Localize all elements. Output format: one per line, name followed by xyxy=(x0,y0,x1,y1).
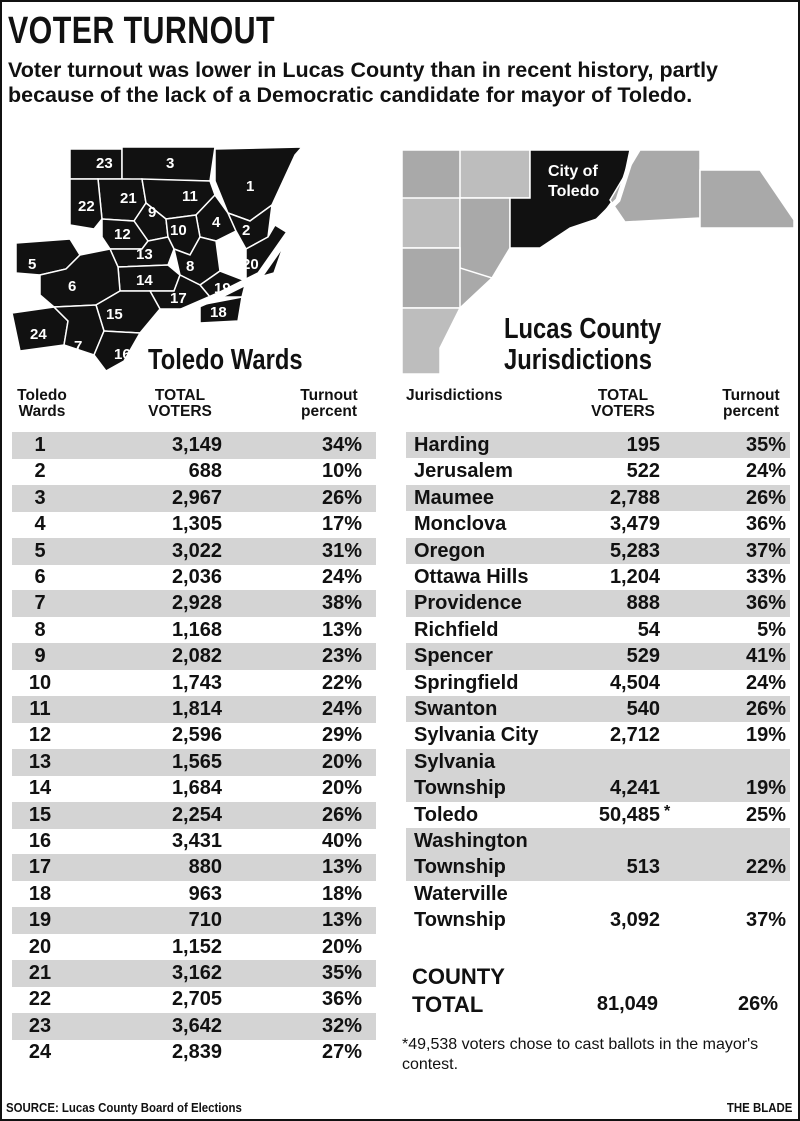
ward-total-voters: 1,743 xyxy=(171,671,222,694)
ward-turnout-percent: 23% xyxy=(321,645,362,668)
ward-turnout-percent: 27% xyxy=(321,1041,362,1064)
ward-turnout-percent: 40% xyxy=(321,830,362,852)
ward-total-voters: 2,082 xyxy=(171,645,222,668)
ward-number: 1 xyxy=(34,434,46,456)
table-row xyxy=(406,590,790,616)
toledo-wards-map-label: Toledo Wards xyxy=(148,344,303,376)
ward-number: 5 xyxy=(34,539,46,562)
table-row xyxy=(12,538,376,565)
ward-number: 19 xyxy=(28,909,52,932)
ward-total-voters: 1,305 xyxy=(171,513,222,536)
table-row xyxy=(406,881,790,934)
ward-number: 20 xyxy=(28,935,52,958)
table-row xyxy=(12,802,376,829)
table-row xyxy=(12,934,376,961)
ward-number: 15 xyxy=(28,803,52,826)
jurisdiction-total-voters: 195 xyxy=(626,434,660,456)
county-total-voters: 81,049 xyxy=(596,993,658,1015)
table-row xyxy=(12,775,376,802)
table-row xyxy=(406,617,790,643)
jurisdiction-total-voters: 522 xyxy=(626,460,660,483)
wards-col-header-total xyxy=(135,388,225,420)
ward-number: 18 xyxy=(28,882,52,905)
jurisdiction-name: Jerusalem xyxy=(414,460,513,483)
jur-col-header-name xyxy=(406,388,546,404)
wards-col-header-total-line1: TOTAL xyxy=(154,387,206,404)
county-total-label-line2: TOTAL xyxy=(412,992,484,1017)
ward-total-voters: 3,431 xyxy=(171,830,222,852)
table-row xyxy=(12,854,376,881)
ward-number: 11 xyxy=(29,698,51,720)
ward-label-13: 13 xyxy=(136,246,153,263)
jurisdiction-name: Swanton xyxy=(414,698,498,720)
county-total-row xyxy=(400,963,784,1023)
table-row xyxy=(406,722,790,748)
jurisdiction-name: Sylvania City xyxy=(414,724,539,747)
jurisdiction-turnout-percent: 5% xyxy=(757,618,786,641)
ward-total-voters: 3,642 xyxy=(171,1014,222,1037)
ward-total-voters: 1,814 xyxy=(171,698,222,720)
ward-turnout-percent: 31% xyxy=(321,539,362,562)
ward-number: 4 xyxy=(34,513,46,536)
table-row xyxy=(12,749,376,776)
jurisdiction-turnout-percent: 19% xyxy=(745,724,786,747)
jurisdiction-name: Washington xyxy=(414,830,528,852)
jur-col-header-name-text: Jurisdictions xyxy=(406,387,503,404)
table-row xyxy=(12,643,376,670)
jurisdiction-turnout-percent: 25% xyxy=(745,803,786,826)
jurisdiction-total-voters: 3,479 xyxy=(609,513,660,536)
table-row xyxy=(12,828,376,855)
wards-col-header-pct xyxy=(284,388,374,420)
jurisdiction-turnout-percent: 36% xyxy=(745,592,786,615)
table-row xyxy=(12,986,376,1013)
ward-turnout-percent: 34% xyxy=(321,434,362,456)
ward-total-voters: 1,152 xyxy=(171,935,222,958)
ward-label-2: 2 xyxy=(242,222,251,239)
ward-turnout-percent: 35% xyxy=(321,962,362,984)
ward-label-20: 20 xyxy=(242,256,259,273)
ward-number: 8 xyxy=(34,618,46,641)
ward-total-voters: 2,839 xyxy=(171,1041,222,1064)
ward-turnout-percent: 13% xyxy=(321,856,362,879)
jur-col-header-total-line2: VOTERS xyxy=(591,403,655,420)
county-total-pct: 26% xyxy=(737,993,778,1015)
table-row xyxy=(12,432,376,459)
jurisdiction-total-voters: 540 xyxy=(626,698,660,720)
ward-total-voters: 3,149 xyxy=(171,434,222,456)
ward-number: 21 xyxy=(28,962,52,984)
lucas-county-map xyxy=(400,148,794,378)
ward-number: 7 xyxy=(34,592,46,615)
jurisdiction-total-voters: 2,712 xyxy=(609,724,660,747)
ward-label-10: 10 xyxy=(170,222,187,239)
ward-label-5: 5 xyxy=(28,256,37,273)
ward-label-9: 9 xyxy=(148,204,157,221)
jurisdiction-total-voters: 50,485 xyxy=(598,803,660,826)
ward-total-voters: 710 xyxy=(188,909,222,932)
ward-number: 2 xyxy=(34,460,46,483)
ward-number: 9 xyxy=(34,645,46,668)
ward-turnout-percent: 26% xyxy=(321,486,362,509)
wards-col-header-ward xyxy=(12,388,72,420)
jur-col-header-total xyxy=(578,388,668,420)
jurisdiction-turnout-percent: 37% xyxy=(745,909,786,932)
ward-label-6: 6 xyxy=(68,278,77,295)
table-row xyxy=(406,432,790,458)
wards-col-header-pct-line2: percent xyxy=(301,403,357,420)
jurisdiction-total-voters: 4,504 xyxy=(609,671,660,694)
ward-number: 10 xyxy=(28,671,52,694)
jur-col-header-pct-line2: percent xyxy=(723,403,779,420)
jurisdiction-name: Springfield xyxy=(414,671,519,694)
table-row xyxy=(12,881,376,908)
ward-number: 22 xyxy=(28,988,52,1011)
table-row xyxy=(406,458,790,484)
jurisdiction-name: Ottawa Hills xyxy=(414,566,529,588)
ward-1-shape xyxy=(215,147,302,221)
ward-turnout-percent: 13% xyxy=(321,618,362,641)
ward-number: 14 xyxy=(28,777,52,800)
jurisdiction-name: Providence xyxy=(414,592,522,615)
jurisdiction-name-line2: Township xyxy=(414,777,506,800)
ward-number: 3 xyxy=(34,486,46,509)
jerusalem-shape xyxy=(700,170,794,228)
ward-turnout-percent: 24% xyxy=(321,698,362,720)
table-row xyxy=(12,485,376,512)
jurisdiction-turnout-percent: 24% xyxy=(745,460,786,483)
ward-turnout-percent: 13% xyxy=(321,909,362,932)
ward-total-voters: 688 xyxy=(188,460,222,483)
ward-total-voters: 963 xyxy=(188,882,222,905)
jurisdiction-turnout-percent: 37% xyxy=(745,539,786,562)
jurisdiction-turnout-percent: 41% xyxy=(745,645,786,668)
jurisdiction-name: Harding xyxy=(414,434,490,456)
jurisdiction-total-voters: 529 xyxy=(626,645,660,668)
waterville-shape xyxy=(402,308,460,374)
jurisdiction-turnout-percent: 19% xyxy=(745,777,786,800)
jur-col-header-pct-line1: Turnout xyxy=(722,387,780,404)
ward-turnout-percent: 20% xyxy=(321,935,362,958)
table-row xyxy=(12,696,376,723)
ward-label-19: 19 xyxy=(214,280,231,297)
jurisdiction-turnout-percent: 26% xyxy=(745,486,786,509)
ward-total-voters: 3,022 xyxy=(171,539,222,562)
ward-number: 16 xyxy=(28,830,52,852)
jurisdiction-total-voters: 1,204 xyxy=(609,566,660,588)
ward-label-23: 23 xyxy=(96,155,113,172)
jurisdiction-name: Sylvania xyxy=(414,750,496,773)
jurisdiction-name: Waterville xyxy=(414,882,508,905)
jurisdiction-total-voters: 513 xyxy=(626,856,660,879)
table-row xyxy=(406,696,790,722)
lucas-county-map-label-line2: Jurisdictions xyxy=(504,344,653,376)
ward-total-voters: 2,254 xyxy=(171,803,222,826)
monclova-shape xyxy=(402,248,460,308)
ward-number: 23 xyxy=(28,1014,52,1037)
jurisdiction-name-line2: Township xyxy=(414,856,506,879)
county-total-label-line1: COUNTY xyxy=(412,964,505,989)
city-of-toledo-label-line1: City of xyxy=(548,163,598,180)
toledo-wards-map xyxy=(10,145,382,377)
jurisdiction-name-line2: Township xyxy=(414,909,506,932)
table-row xyxy=(12,511,376,538)
jurisdiction-turnout-percent: 33% xyxy=(745,566,786,588)
ward-turnout-percent: 20% xyxy=(321,750,362,773)
source-credit: SOURCE: Lucas County Board of Elections xyxy=(6,1100,242,1115)
ward-turnout-percent: 20% xyxy=(321,777,362,800)
publication-credit: THE BLADE xyxy=(726,1100,792,1115)
ward-label-18: 18 xyxy=(210,304,227,321)
jurisdiction-total-voters: 2,788 xyxy=(609,486,660,509)
ward-turnout-percent: 10% xyxy=(321,460,362,483)
ward-number: 17 xyxy=(28,856,52,879)
ward-total-voters: 1,565 xyxy=(171,750,222,773)
ward-number: 12 xyxy=(28,724,52,747)
jurisdiction-name: Oregon xyxy=(414,539,486,562)
jurisdiction-turnout-percent: 36% xyxy=(745,513,786,536)
ward-turnout-percent: 32% xyxy=(321,1014,362,1037)
ward-label-14: 14 xyxy=(136,272,153,289)
jurisdiction-name: Monclova xyxy=(414,513,507,536)
jurisdiction-turnout-percent: 26% xyxy=(745,698,786,720)
ward-label-21: 21 xyxy=(120,190,137,207)
ward-turnout-percent: 38% xyxy=(321,592,362,615)
sylvania-shape xyxy=(402,198,460,248)
table-row xyxy=(406,643,790,669)
ward-total-voters: 2,705 xyxy=(171,988,222,1011)
ward-label-12: 12 xyxy=(114,226,131,243)
ward-label-16: 16 xyxy=(114,346,131,363)
ward-label-4: 4 xyxy=(212,214,221,231)
table-row xyxy=(12,907,376,934)
ward-turnout-percent: 22% xyxy=(321,671,362,694)
jur-col-header-pct xyxy=(706,388,796,420)
ward-label-1: 1 xyxy=(246,178,255,195)
jurisdiction-total-voters: 888 xyxy=(626,592,660,615)
table-row xyxy=(406,749,790,802)
table-row xyxy=(12,722,376,749)
ward-total-voters: 2,967 xyxy=(171,486,222,509)
jurisdiction-total-voters: 5,283 xyxy=(609,539,660,562)
jurisdiction-total-voters: 3,092 xyxy=(609,909,660,932)
ward-label-24: 24 xyxy=(30,326,47,343)
ward-label-17: 17 xyxy=(170,290,187,307)
ward-number: 13 xyxy=(28,750,52,773)
wards-col-header-total-line2: VOTERS xyxy=(148,403,212,420)
table-row xyxy=(406,802,790,828)
jurisdiction-total-voters: 54 xyxy=(637,618,660,641)
jurisdiction-turnout-percent: 24% xyxy=(745,671,786,694)
wards-col-header-pct-line1: Turnout xyxy=(300,387,358,404)
ward-turnout-percent: 26% xyxy=(321,803,362,826)
ward-label-7: 7 xyxy=(74,338,83,355)
jurisdiction-turnout-percent: 35% xyxy=(745,434,786,456)
ward-label-22: 22 xyxy=(78,198,95,215)
table-row xyxy=(12,458,376,485)
table-row xyxy=(12,1013,376,1040)
table-row xyxy=(12,670,376,697)
footnote-marker: * xyxy=(664,802,671,820)
graphic-subtitle: Voter turnout was lower in Lucas County than in recent history, partly because of the lack of a Democratic candidate for mayor of Toledo. xyxy=(8,58,718,107)
table-row xyxy=(406,538,790,564)
ward-total-voters: 880 xyxy=(188,856,222,879)
ward-total-voters: 2,596 xyxy=(171,724,222,747)
toledo-footnote: *49,538 voters chose to cast ballots in the mayor's contest. xyxy=(402,1036,759,1073)
table-row xyxy=(12,960,376,987)
table-row xyxy=(406,511,790,537)
ward-turnout-percent: 29% xyxy=(321,724,362,747)
ward-label-3: 3 xyxy=(166,155,175,172)
wards-col-header-ward-line2: Wards xyxy=(18,403,66,420)
table-row xyxy=(12,590,376,617)
table-row xyxy=(406,828,790,881)
wards-col-header-ward-line1: Toledo xyxy=(17,387,67,404)
ward-label-11: 11 xyxy=(182,188,198,205)
jur-col-header-total-line1: TOTAL xyxy=(597,387,649,404)
city-of-toledo-label-line2: Toledo xyxy=(548,183,600,200)
ward-total-voters: 3,162 xyxy=(171,962,222,984)
ward-total-voters: 1,684 xyxy=(171,777,222,800)
table-row xyxy=(406,564,790,590)
table-row xyxy=(12,617,376,644)
jurisdiction-name: Richfield xyxy=(414,618,499,641)
jurisdiction-total-voters: 4,241 xyxy=(609,777,660,800)
ward-number: 6 xyxy=(34,566,46,588)
table-row xyxy=(12,564,376,591)
ward-turnout-percent: 24% xyxy=(321,566,362,588)
graphic-title: VOTER TURNOUT xyxy=(8,10,275,52)
jurisdiction-turnout-percent: 22% xyxy=(745,856,786,879)
ward-label-8: 8 xyxy=(186,258,195,275)
ward-label-15: 15 xyxy=(106,306,123,323)
north-county-shape xyxy=(460,150,530,198)
ward-turnout-percent: 18% xyxy=(321,882,362,905)
springfield-shape xyxy=(460,198,510,278)
ward-number: 24 xyxy=(28,1041,52,1064)
ward-turnout-percent: 17% xyxy=(321,513,362,536)
ward-total-voters: 1,168 xyxy=(171,618,222,641)
table-row xyxy=(12,1039,376,1066)
table-row xyxy=(406,485,790,511)
table-row xyxy=(406,670,790,696)
ward-total-voters: 2,036 xyxy=(171,566,222,588)
lucas-county-map-label-line1: Lucas County xyxy=(504,313,662,345)
ward-total-voters: 2,928 xyxy=(171,592,222,615)
toledo-wards-map-graphic xyxy=(10,145,382,377)
jurisdiction-name: Toledo xyxy=(414,803,479,826)
jurisdiction-name: Spencer xyxy=(414,645,493,668)
jurisdiction-name: Maumee xyxy=(414,486,495,509)
ward-turnout-percent: 36% xyxy=(321,988,362,1011)
